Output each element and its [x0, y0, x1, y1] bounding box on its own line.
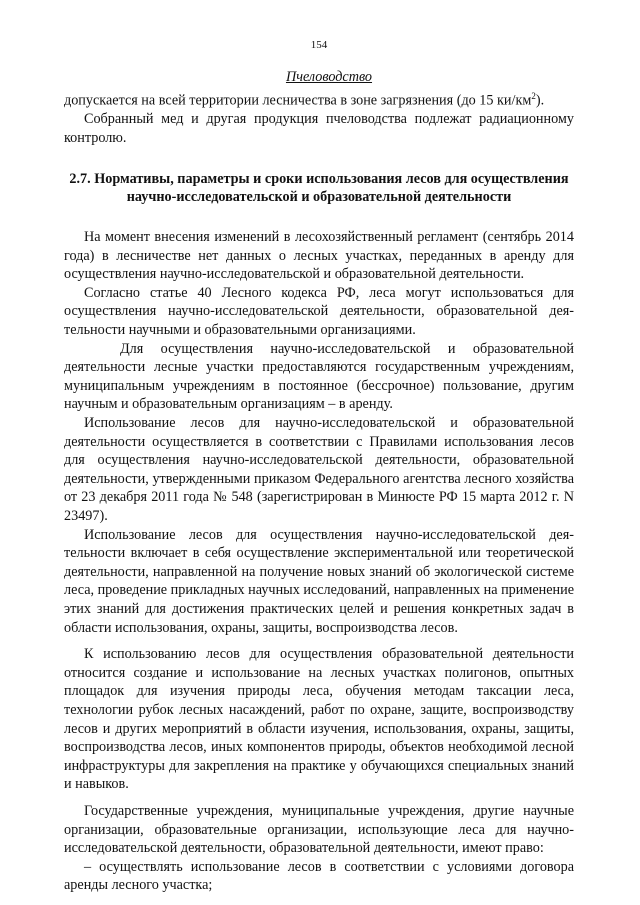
list-item-lease-conditions: – осуществлять использование лесов в соответствии с условиями договора аренды лесного участка;	[64, 858, 574, 894]
page-number: 154	[310, 39, 328, 51]
unit-exponent: 2	[531, 90, 536, 101]
paragraph-honey-control: Собранный мед и другая продукция пчеловодства подлежат радиационному контролю.	[64, 110, 574, 146]
contamination-text: допускается на всей территории лесничества в зоне загрязнения (до 15 ки/км	[64, 92, 532, 109]
paragraph-land-allocation: Для осуществления научно-исследовательской и образовательной деятельности лесные участки предоставляются государственным учреждениям, муниципальным учреждениям в постоянное (бессрочное) пользование, другим научным и образовательным организациям – в аренду.	[64, 340, 574, 413]
subheading-beekeeping: Пчеловодство	[285, 69, 373, 85]
paragraph-forest-code: Согласно статье 40 Лесного кодекса РФ, леса могут использоваться для осуществления научно-исследовательской деятельности, образовательной деятельности научными и образовательными организациями.	[64, 284, 574, 339]
paragraph-research-scope: Использование лесов для осуществления научно-исследовательской деятельности включает в себя осуществление экспериментальной или теоретической деятельности, направленной на получение новых знаний об экологической системе леса, проведение прикладных научных исследований, направленных на применение этих знаний для достижения практических целей и решения конкретных задач в области использования, охраны, защиты, воспроизводства лесов.	[64, 526, 575, 636]
paragraph-rules-reference: Использование лесов для научно-исследовательской и образовательной деятельности осуществляется в соответствии с Правилами использования лесов для осуществления научно-исследовательской деятельности, образовательной деятельности, утвержденными приказом Федерального агентства лесного хозяйства от 23 декабря 2011 года № 548 (зарегистрирован в Минюсте РФ 15 марта 2012 г. N 23497).	[64, 415, 574, 525]
contamination-text-end: ).	[535, 92, 545, 109]
section-title: 2.7. Нормативы, параметры и сроки использования лесов для осуществления научно-исследовательской и образовательной деятельности	[69, 171, 569, 206]
paragraph-organization-rights: Государственные учреждения, муниципальные учреждения, другие научные организации, образовательные организации, использующие леса для научно-исследовательской деятельности, образовательной деятельности, имеют право:	[64, 802, 574, 857]
paragraph-regulation-status: На момент внесения изменений в лесохозяйственный регламент (сентябрь 2014 года) в лесничестве нет данных о лесных участках, переданных в аренду для осуществления научно-исследовательской и образовательной деятельности.	[64, 229, 574, 283]
paragraph-education-scope: К использованию лесов для осуществления образовательной деятельности относится создание и использование на лесных участках полигонов, опытных площадок для изучения природы леса, обучения методам таксации леса, технологии рубок лесных насаждений, работ по охране, защите, воспроизводству лесов и других мероприятий в области изучения, использования, охраны, защиты, воспроизводства лесов, иных компонентов природы, объектов необходимой лесной инфраструктуры для закрепления на практике у обучающихся специальных знаний и навыков.	[64, 646, 574, 793]
paragraph-contamination-zone	[64, 87, 574, 110]
